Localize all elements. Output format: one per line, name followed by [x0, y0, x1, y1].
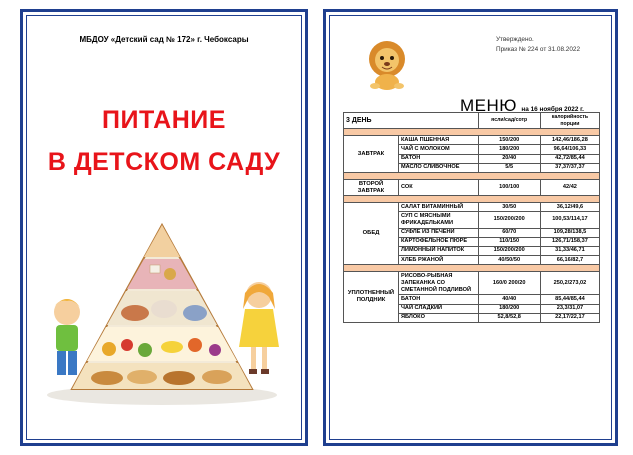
meal-name: ВТОРОЙ ЗАВТРАК [344, 179, 399, 195]
menu-date: на 16 ноября 2022 г. [521, 106, 584, 113]
dish-calories: 22,17/22,17 [540, 313, 599, 322]
poster-title-line1: ПИТАНИЕ [102, 106, 226, 134]
table-header-row [344, 113, 600, 129]
dish-calories: 37,37/37,37 [540, 163, 599, 172]
lion-mascot-icon [362, 39, 412, 91]
dish-portion: 110/150 [478, 237, 540, 246]
dish-portion: 180/200 [478, 304, 540, 313]
dish-portion: 5/5 [478, 163, 540, 172]
meal-name: ЗАВТРАК [344, 136, 399, 173]
dish-calories: 96,64/106,33 [540, 145, 599, 154]
section-separator [344, 172, 600, 179]
menu-word: МЕНЮ [460, 96, 517, 115]
table-row [344, 179, 600, 195]
dish-calories: 250,2/273,02 [540, 272, 599, 295]
dish-calories: 66,16/82,7 [540, 256, 599, 265]
approval-line2: Приказ № 224 от 31.08.2022 [496, 46, 581, 53]
dish-calories: 36,12/49,6 [540, 203, 599, 212]
dish-portion: 60/70 [478, 228, 540, 237]
dish-name: КАРТОФЕЛЬНОЕ ПЮРЕ [399, 237, 479, 246]
section-separator [344, 265, 600, 272]
dish-name: РИСОВО-РЫБНАЯ ЗАПЕКАНКА СО СМЕТАННОЙ ПОДЛИВОЙ [399, 272, 479, 295]
approval-note [496, 35, 580, 55]
dish-portion: 40/40 [478, 295, 540, 304]
dish-name: СОК [399, 179, 479, 195]
section-separator [344, 196, 600, 203]
dish-calories: 100,53/114,17 [540, 212, 599, 228]
dish-portion: 40/50/50 [478, 256, 540, 265]
dish-portion: 52,8/52,8 [478, 313, 540, 322]
menu-page [323, 9, 618, 446]
food-pyramid-illustration [37, 217, 295, 412]
dish-name: БАТОН [399, 154, 479, 163]
dish-name: ХЛЕБ РЖАНОЙ [399, 256, 479, 265]
dish-name: ЧАЙ СЛАДКИЙ [399, 304, 479, 313]
organization-name: МБДОУ «Детский сад № 172» г. Чебоксары [79, 35, 249, 44]
table-row [344, 203, 600, 212]
meal-name: ОБЕД [344, 203, 399, 265]
dish-portion: 160/0 200/20 [478, 272, 540, 295]
day-label: 3 ДЕНЬ [344, 113, 479, 129]
dish-portion: 150/200 [478, 136, 540, 145]
dish-portion: 180/200 [478, 145, 540, 154]
menu-table [343, 112, 600, 323]
portion-column-header: ясли/сад/сотр [478, 113, 540, 129]
dish-portion: 150/200/200 [478, 246, 540, 255]
dish-calories: 31,33/46,71 [540, 246, 599, 255]
calories-column-header: калорийность порции [540, 113, 599, 129]
dish-name: СУП С МЯСНЫМИ ФРИКАДЕЛЬКАМИ [399, 212, 479, 228]
dish-calories: 23,3/31,07 [540, 304, 599, 313]
dish-name: ЯБЛОКО [399, 313, 479, 322]
dish-calories: 142,46/186,28 [540, 136, 599, 145]
dish-name: КАША ПШЕННАЯ [399, 136, 479, 145]
dish-calories: 85,44/85,44 [540, 295, 599, 304]
dish-calories: 42,72/85,44 [540, 154, 599, 163]
dish-calories: 126,71/158,37 [540, 237, 599, 246]
dish-portion: 150/200/200 [478, 212, 540, 228]
dish-name: ЛИМОННЫЙ НАПИТОК [399, 246, 479, 255]
dish-name: СУФЛЕ ИЗ ПЕЧЕНИ [399, 228, 479, 237]
approval-line1: Утверждено. [496, 36, 534, 43]
dish-calories: 109,28/138,5 [540, 228, 599, 237]
table-row [344, 272, 600, 295]
dish-name: САЛАТ ВИТАМИННЫЙ [399, 203, 479, 212]
dish-portion: 20/40 [478, 154, 540, 163]
poster-page [20, 9, 308, 446]
section-separator [344, 129, 600, 136]
dish-portion: 100/100 [478, 179, 540, 195]
table-row [344, 136, 600, 145]
dish-portion: 30/50 [478, 203, 540, 212]
meal-name: УПЛОТНЕННЫЙ ПОЛДНИК [344, 272, 399, 323]
dish-calories: 42/42 [540, 179, 599, 195]
poster-title-line2: В ДЕТСКОМ САДУ [47, 148, 281, 176]
dish-name: МАСЛО СЛИВОЧНОЕ [399, 163, 479, 172]
dish-name: БАТОН [399, 295, 479, 304]
dish-name: ЧАЙ С МОЛОКОМ [399, 145, 479, 154]
